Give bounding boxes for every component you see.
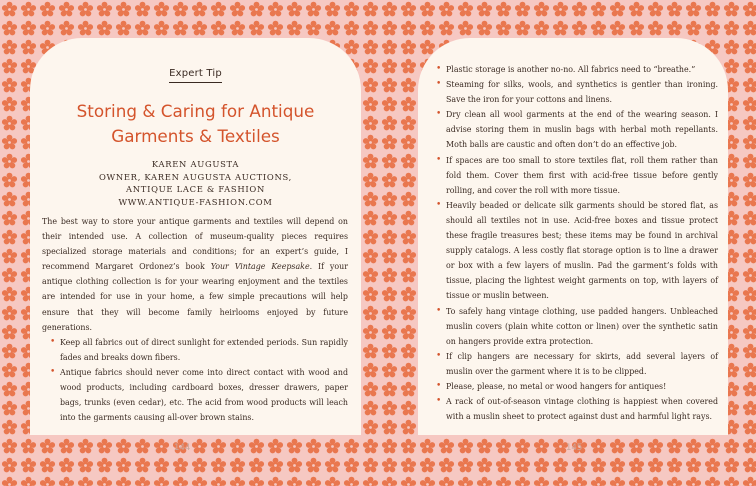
list-item: • If clip hangers are necessary for skirts, add several layers of muslin over the garment where it is to be clipped. (436, 349, 718, 379)
page-number-right: 145 (566, 443, 583, 453)
page-title: Storing & Caring for Antique Garments & Textiles (76, 101, 315, 146)
intro-paragraph: The best way to store your antique garments and textiles will depend on their intended use. A collection of museum-quality pieces requires specialized storage materials and conditions; for an expert’s guide, I recommend Margaret Ordonez’s book Your Vintage Keepsake. If your antique clothing collection is for your wearing enjoyment and the textiles are intended for use in your home, a few simple precautions will help ensure that they will become family heirlooms enjoyed by future generations. (42, 217, 348, 332)
list-item: • Keep all fabrics out of direct sunlight for extended periods. Sun rapidly fades and breaks down fibers. (50, 335, 348, 365)
left-body-text (42, 214, 348, 425)
list-item: • If spaces are too small to store textiles flat, roll them rather than fold them. Cover them first with acid-free tissue before gently rolling, and cover the roll with more tissue. (436, 153, 718, 198)
list-item: • Antique fabrics should never come into direct contact with wood and wood products, including cardboard boxes, dresser drawers, paper bags, trunks (even cedar), etc. The acid from wood products will leach into the garments causing all-over brown stains. (50, 365, 348, 425)
list-item: • Heavily beaded or delicate silk garments should be stored flat, as should all textiles not in use. Acid-free boxes and tissue protect these fragile treasures best; these items may be found in archival supply catalogs. A less costly flat storage option is to line a drawer or box with a few layers of muslin. Pad the garment’s folds with tissue, placing the lightest weight garments on top, with layers of tissue or muslin between. (436, 198, 718, 304)
list-item: • Please, please, no metal or wood hangers for antiques! (436, 379, 718, 394)
page-number-left: 144 (174, 443, 191, 453)
expert-tip-label: Expert Tip (30, 68, 361, 83)
list-item: • To safely hang vintage clothing, use padded hangers. Unbleached muslin covers (plain white cotton or linen) over the synthetic satin on hangers provide extra protection. (436, 304, 718, 349)
right-bullet-list (436, 62, 718, 424)
list-item: • Plastic storage is another no-no. All fabrics need to “breathe.” (436, 62, 718, 77)
list-item: • A rack of out-of-season vintage clothing is happiest when covered with a muslin sheet to protect against dust and harmful light rays. (436, 394, 718, 424)
author-byline: KAREN AUGUSTA OWNER, KAREN AUGUSTA AUCTIONS, ANTIQUE LACE & FASHION WWW.ANTIQUE-FASHION.COM (98, 159, 293, 207)
left-bullet-list (50, 335, 348, 426)
list-item: • Dry clean all wool garments at the end of the wearing season. I advise storing them in muslin bags with herbal moth repellants. Moth balls are caustic and often don’t do an effective job. (436, 107, 718, 152)
book-title: Your Vintage Keepsake (210, 262, 310, 272)
list-item: • Steaming for silks, wools, and synthetics is gentler than ironing. Save the iron for your cottons and linens. (436, 77, 718, 107)
